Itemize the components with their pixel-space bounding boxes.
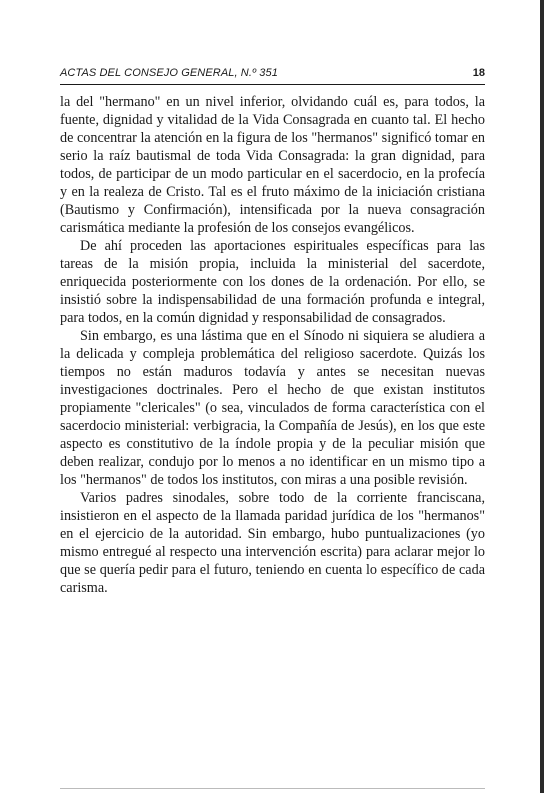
page-number: 18 bbox=[472, 67, 485, 79]
running-header bbox=[60, 66, 485, 82]
page-edge bbox=[540, 0, 544, 793]
footer-rule bbox=[60, 788, 485, 789]
paragraph: la del "hermano" en un nivel inferior, olvidando cuál es, para todos, la fuente, dignidad y vitalidad de la Vida Consagrada en cuanto tal. El hecho de concentrar la atención en la figura de los "hermanos" significó tomar en serio la raíz bautismal de toda Vida Consagrada: la gran dignidad, para todos, de participar de un modo particular en el sacerdocio, en la profecía y en la realeza de Cristo. Tal es el fruto máximo de la iniciación cristiana (Bautismo y Confirmación), intensificada por la nueva consagración carismática mediante la profesión de los consejos evangélicos. bbox=[60, 94, 485, 236]
header-rule bbox=[60, 84, 485, 85]
paragraph: De ahí proceden las aportaciones espirituales específicas para las tareas de la misión propia, incluida la ministerial del sacerdote, enriquecida posteriormente con los dones de la ordenación. Por ello, se insistió sobre la indispensabilidad de una formación profunda e integral, para todos, en la común dignidad y responsabilidad de consagrados. bbox=[60, 238, 485, 326]
header-title: ACTAS DEL CONSEJO GENERAL, N.º 351 bbox=[60, 67, 278, 79]
body-text bbox=[60, 93, 485, 597]
paragraph: Sin embargo, es una lástima que en el Sínodo ni siquiera se aludiera a la delicada y compleja problemática del religioso sacerdote. Quizás los tiempos no están maduros todavía y antes se necesitan nuevas investigaciones doctrinales. Pero el hecho de que existan institutos propiamente "clericales" (o sea, vinculados de forma característica con el sacerdocio ministerial: verbigracia, la Compañía de Jesús), en los que este aspecto es constitutivo de la índole propia y de la peculiar misión que deben realizar, condujo por lo menos a no identificar en un mismo tipo a los "hermanos" de todos los institutos, con miras a una posible revisión. bbox=[60, 328, 485, 488]
paragraph: Varios padres sinodales, sobre todo de la corriente franciscana, insistieron en el aspecto de la llamada paridad jurídica de los "hermanos" en el ejercicio de la autoridad. Sin embargo, hubo puntualizaciones (yo mismo entregué al respecto una intervención escrita) para aclarar mejor lo que se quería pedir para el futuro, teniendo en cuenta lo específico de cada carisma. bbox=[60, 490, 485, 596]
